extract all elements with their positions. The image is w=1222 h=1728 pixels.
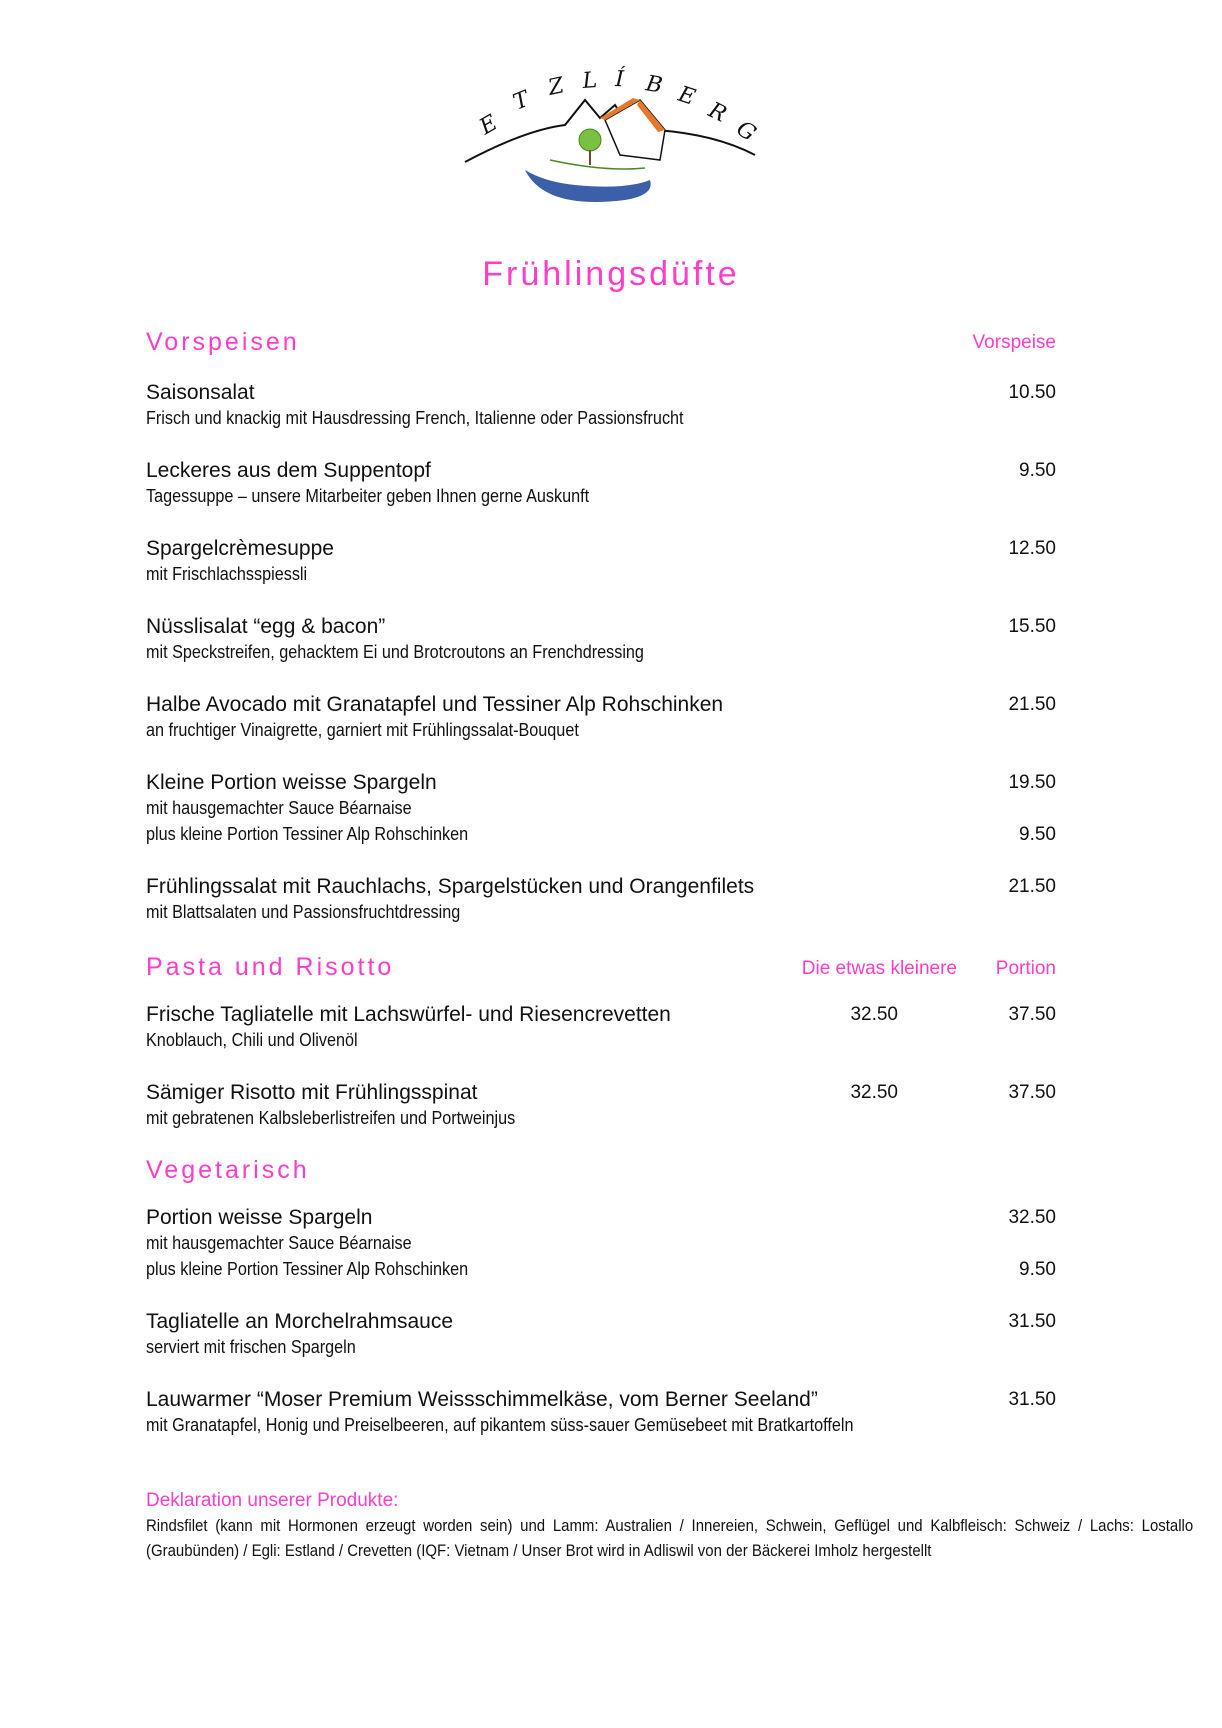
dish-name: Lauwarmer “Moser Premium Weissschimmelkäse, vom Berner Seeland” <box>146 1388 818 1411</box>
svg-text:R: R <box>704 97 731 128</box>
svg-text:Í: Í <box>614 67 625 93</box>
dish-name: Halbe Avocado mit Granatapfel und Tessiner Alp Rohschinken <box>146 693 724 716</box>
column-header-vorspeise: Vorspeise <box>972 332 1056 353</box>
dish-description: mit Granatapfel, Honig und Preiselbeeren, auf pikantem süss-sauer Gemüsebeet mit Bratkartoffeln <box>146 1415 854 1435</box>
dish-name: Nüsslisalat “egg & bacon” <box>146 615 386 638</box>
dish-description: serviert mit frischen Spargeln <box>146 1337 356 1357</box>
dish-description: Frisch und knackig mit Hausdressing French, Italienne oder Passionsfrucht <box>146 408 684 428</box>
menu-title: Frühlingsdüfte <box>482 255 740 293</box>
section-vorspeisen-heading: Vorspeisen <box>146 328 300 356</box>
dish-price: 21.50 <box>1008 876 1056 897</box>
dish-price: 19.50 <box>1008 772 1056 793</box>
dish-extra-price: 9.50 <box>1019 824 1056 845</box>
dish-description: mit gebratenen Kalbsleberlistreifen und Portweinjus <box>146 1108 516 1128</box>
svg-text:T: T <box>509 86 533 116</box>
dish-extra-option: plus kleine Portion Tessiner Alp Rohschinken <box>146 1259 469 1279</box>
dish-name: Frische Tagliatelle mit Lachswürfel- und Riesencrevetten <box>146 1003 671 1026</box>
dish-price: 32.50 <box>1008 1207 1056 1228</box>
dish-description: an fruchtiger Vinaigrette, garniert mit Frühlingssalat-Bouquet <box>146 720 579 740</box>
dish-price: 31.50 <box>1008 1389 1056 1410</box>
dish-description: mit Frischlachsspiessli <box>146 564 308 584</box>
etzliberg-logo <box>455 60 775 210</box>
dish-description: mit Speckstreifen, gehacktem Ei und Brotcroutons an Frenchdressing <box>146 642 644 662</box>
svg-text:E: E <box>475 110 502 141</box>
dish-name: Saisonsalat <box>146 381 255 404</box>
section-vegetarisch-heading: Vegetarisch <box>146 1156 310 1184</box>
column-header-portion: Portion <box>995 958 1056 979</box>
dish-description: Tagessuppe – unsere Mitarbeiter geben Ihnen gerne Auskunft <box>146 486 590 506</box>
svg-text:B: B <box>643 71 665 99</box>
dish-price: 21.50 <box>1008 694 1056 715</box>
dish-name: Portion weisse Spargeln <box>146 1206 373 1229</box>
dish-price-small: 32.50 <box>850 1082 898 1103</box>
section-pasta-heading: Pasta und Risotto <box>146 953 395 981</box>
declaration-heading: Deklaration unserer Produkte: <box>146 1490 399 1511</box>
svg-text:L: L <box>581 68 598 94</box>
dish-price: 10.50 <box>1008 382 1056 403</box>
dish-name: Leckeres aus dem Suppentopf <box>146 459 431 482</box>
dish-price: 37.50 <box>1008 1082 1056 1103</box>
dish-name: Tagliatelle an Morchelrahmsauce <box>146 1310 453 1333</box>
svg-text:Z: Z <box>546 73 567 101</box>
dish-description: mit hausgemachter Sauce Béarnaise <box>146 1233 412 1253</box>
declaration-text: Rindsfilet (kann mit Hormonen erzeugt worden sein) und Lamm: Australien / Innereien, Schwein, Geflügel und Kalbfleisch: Schweiz / Lachs: Lostallo (Graubünden) / Egli: Estland / Crevetten (IQF: Vietnam / Unser Brot wird in Adliswil von der Bäckerei Imholz hergestellt <box>146 1516 1194 1560</box>
dish-name: Spargelcrèmesuppe <box>146 537 334 560</box>
dish-price: 15.50 <box>1008 616 1056 637</box>
svg-text:G: G <box>731 116 761 147</box>
dish-price: 37.50 <box>1008 1004 1056 1025</box>
dish-price-small: 32.50 <box>850 1004 898 1025</box>
dish-name: Sämiger Risotto mit Frühlingsspinat <box>146 1081 478 1104</box>
dish-name: Frühlingssalat mit Rauchlachs, Spargelstücken und Orangenfilets <box>146 875 755 898</box>
dish-description: mit Blattsalaten und Passionsfruchtdressing <box>146 902 461 922</box>
dish-price: 9.50 <box>1019 460 1056 481</box>
dish-name: Kleine Portion weisse Spargeln <box>146 771 437 794</box>
dish-price: 12.50 <box>1008 538 1056 559</box>
dish-description: mit hausgemachter Sauce Béarnaise <box>146 798 412 818</box>
dish-price: 31.50 <box>1008 1311 1056 1332</box>
dish-description: Knoblauch, Chili und Olivenöl <box>146 1030 358 1050</box>
column-header-smaller-portion: Die etwas kleinere <box>801 958 957 979</box>
dish-extra-option: plus kleine Portion Tessiner Alp Rohschinken <box>146 824 469 844</box>
svg-text:E: E <box>675 81 699 111</box>
dish-extra-price: 9.50 <box>1019 1259 1056 1280</box>
